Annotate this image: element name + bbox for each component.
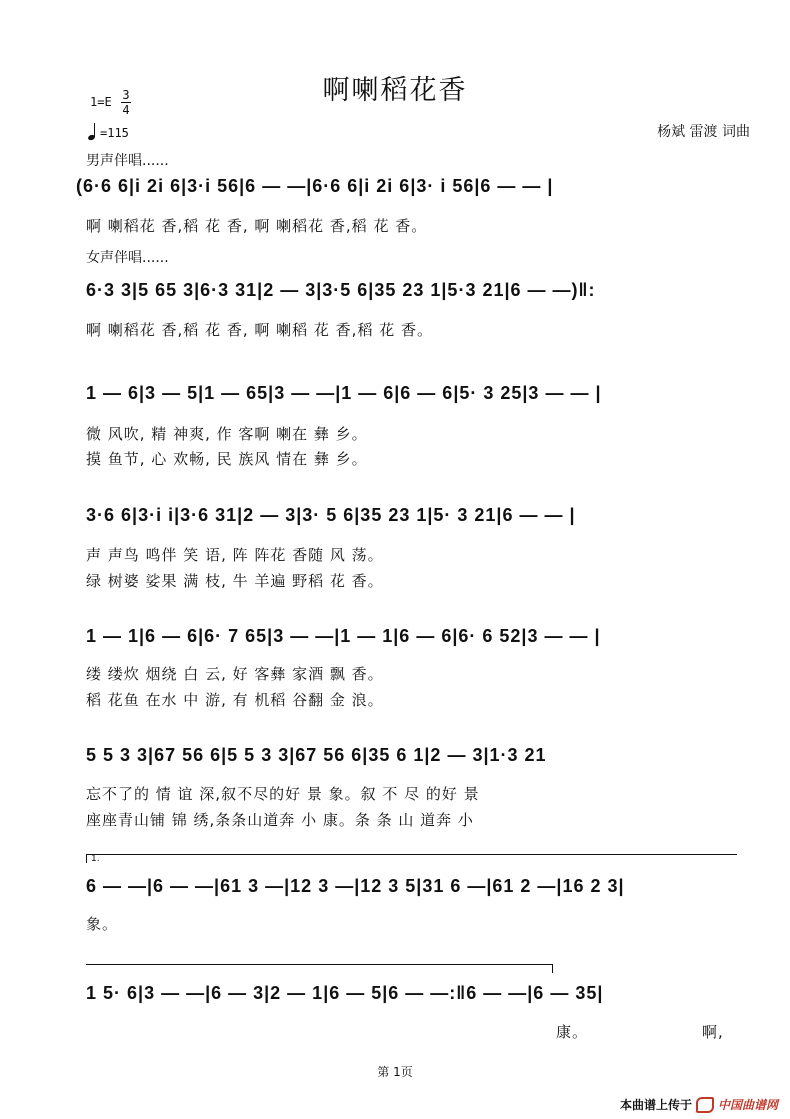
- tempo-value: =115: [100, 126, 129, 140]
- score-row-6-notes: 5 5 3 3|67 56 6|5 5 3 3|67 56 6|35 6 1|2 — 3|1·3 21: [86, 745, 547, 765]
- first-ending-bracket: [86, 854, 737, 863]
- score-row-1-lyric: 啊 喇稻花 香,稻 花 香, 啊 喇稻花 香,稻 花 香。: [86, 217, 428, 235]
- second-ending-bracket: [86, 964, 553, 973]
- page-number: 第 1页: [377, 1065, 413, 1079]
- time-signature-top: 3: [122, 88, 130, 102]
- upload-credit: [620, 1096, 778, 1113]
- key-signature: 1=E: [90, 95, 112, 109]
- quarter-note-icon: [88, 122, 98, 140]
- score-row-8-lyric-1: 康。: [556, 1023, 589, 1041]
- score-row-3-lyric-verse-2: 摸 鱼节, 心 欢畅, 民 族风 情在 彝 乡。: [86, 450, 368, 468]
- score-row-5-notes: 1 — 1|6 — 6|6· 7 65|3 — —|1 — 1|6 — 6|6· 6 52|3 — — |: [86, 626, 601, 646]
- score-row-7-lyric: 象。: [86, 915, 119, 933]
- tempo-marking: [88, 122, 129, 140]
- upload-text: 本曲谱上传于: [619, 1098, 692, 1112]
- score-row-4-lyric-verse-2: 绿 树婆 娑果 满 枝, 牛 羊遍 野稻 花 香。: [86, 572, 384, 590]
- score-row-8-lyric-2: 啊,: [702, 1023, 724, 1041]
- score-row-4-notes: 3·6 6|3·i i|3·6 31|2 — 3|3· 5 6|35 23 1|5· 3 21|6 — — |: [86, 505, 576, 525]
- score-row-2-notes: 6·3 3|5 65 3|6·3 31|2 — 3|3·5 6|35 23 1|5·3 21|6 — —)‖:: [86, 280, 596, 300]
- site-logo-icon: [696, 1097, 714, 1113]
- score-row-8-notes: 1 5· 6|3 — —|6 — 3|2 — 1|6 — 5|6 — —:‖6 — —|6 — 35|: [86, 983, 604, 1003]
- score-row-4-lyric-verse-1: 声 声鸟 鸣伴 笑 语, 阵 阵花 香随 风 荡。: [86, 546, 384, 564]
- female-cue: 女声伴唱......: [86, 250, 169, 266]
- site-name[interactable]: 中国曲谱网: [717, 1098, 778, 1112]
- score-row-5-lyric-verse-2: 稻 花鱼 在水 中 游, 有 机稻 谷翻 金 浪。: [86, 691, 384, 709]
- score-row-2-lyric: 啊 喇稻花 香,稻 花 香, 啊 喇稻 花 香,稻 花 香。: [86, 321, 433, 339]
- credits: 杨斌 雷渡 词曲: [657, 124, 750, 140]
- score-row-7-notes: 6 — —|6 — —|61 3 —|12 3 —|12 3 5|31 6 —|61 2 —|16 2 3|: [86, 876, 625, 896]
- score-row-6-lyric-verse-1: 忘不了的 情 谊 深,叙不尽的好 景 象。叙 不 尽 的好 景: [86, 785, 480, 803]
- song-title: 啊喇稻花香: [322, 75, 468, 106]
- score-row-3-lyric-verse-1: 微 风吹, 精 神爽, 作 客啊 喇在 彝 乡。: [86, 425, 368, 443]
- score-row-5-lyric-verse-1: 缕 缕炊 烟绕 白 云, 好 客彝 家酒 飘 香。: [86, 665, 384, 683]
- score-row-3-notes: 1 — 6|3 — 5|1 — 65|3 — —|1 — 6|6 — 6|5· 3 25|3 — — |: [86, 383, 602, 403]
- score-row-1-notes: (6·6 6|i 2i 6|3·i 56|6 — —|6·6 6|i 2i 6|3· i 56|6 — — |: [76, 176, 554, 196]
- score-row-6-lyric-verse-2: 座座青山铺 锦 绣,条条山道奔 小 康。条 条 山 道奔 小: [86, 811, 474, 829]
- time-signature: [121, 88, 131, 117]
- male-cue: 男声伴唱......: [86, 153, 169, 169]
- first-ending-label: 1.: [91, 854, 100, 864]
- time-signature-bottom: 4: [122, 103, 130, 117]
